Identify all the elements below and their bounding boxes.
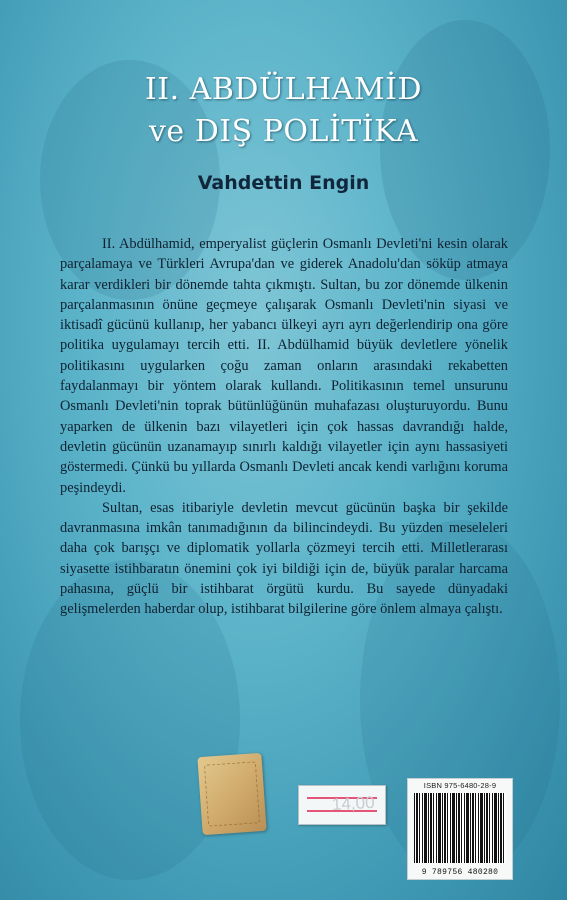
barcode-block (407, 778, 513, 880)
barcode-digits: 9 789756 480280 (421, 868, 499, 877)
price-value: 14,00 (331, 792, 376, 815)
blurb-paragraph-1: II. Abdülhamid, emperyalist güçlerin Osmanlı Devleti'ni kesin olarak parçalamaya ve Türkleri Avrupa'dan ve giderek Anadolu'dan söküp atmaya karar verdikleri bir dönemde tahta çıkmıştı. Sultan, bu zor dönemde ülkenin parçalanmasının önüne geçmeye çalışarak Osmanlı Devleti'nin siyasi ve iktisadî gücünü kullanıp, her yabancı ülkeyi ayrı ayrı değerlendirip ona göre politika uygulamayı tercih etti. II. Abdülhamid büyük devletlere yönelik politikasını uygularken çoğu zaman onların arasındaki rekabetten faydalanmayı bir yöntem olarak kullandı. Politikasının temel unsurunu Osmanlı Devleti'nin toprak bütünlüğünün muhafazası oluşturuyordu. Bunu yaparken de ülkenin bazı vilayetleri için çok hassas davrandığı halde, devletin gücünün uzanamayıp sınırlı kaldığı vilayetler için aynı hassasiyeti göstermedi. Çünkü bu yıllarda Osmanlı Devleti ancak kendi varlığını koruma peşindeydi. (60, 236, 508, 496)
book-title-line-2: ve DIŞ POLİTİKA (148, 114, 418, 149)
blurb-text (60, 234, 508, 620)
author-name: Vahdettin Engin (197, 172, 370, 194)
price-label (298, 785, 386, 825)
store-sticker (197, 753, 266, 835)
book-title-line-1: II. ABDÜLHAMİD (144, 72, 423, 107)
isbn-text: ISBN 975-6480-28-9 (423, 781, 497, 790)
blurb-paragraph-2: Sultan, esas itibariyle devletin mevcut gücünün başka bir şekilde davranmasına imkân tanımadığının da bilincindeydi. Bu yüzden meseleleri daha çok barışçı ve diplomatik yollarla çözmeyi tercih etti. Milletlerarası siyasette istihbaratın önemini çok iyi bildiği için de, büyük paralar harcama pahasına, güçlü bir istihbarat örgütü kurdu. Bu sayede dünyadaki gelişmelerden haberdar olup, istihbarat bilgilerine göre önlem almaya çalıştı. (60, 499, 508, 618)
barcode-icon (414, 793, 506, 863)
